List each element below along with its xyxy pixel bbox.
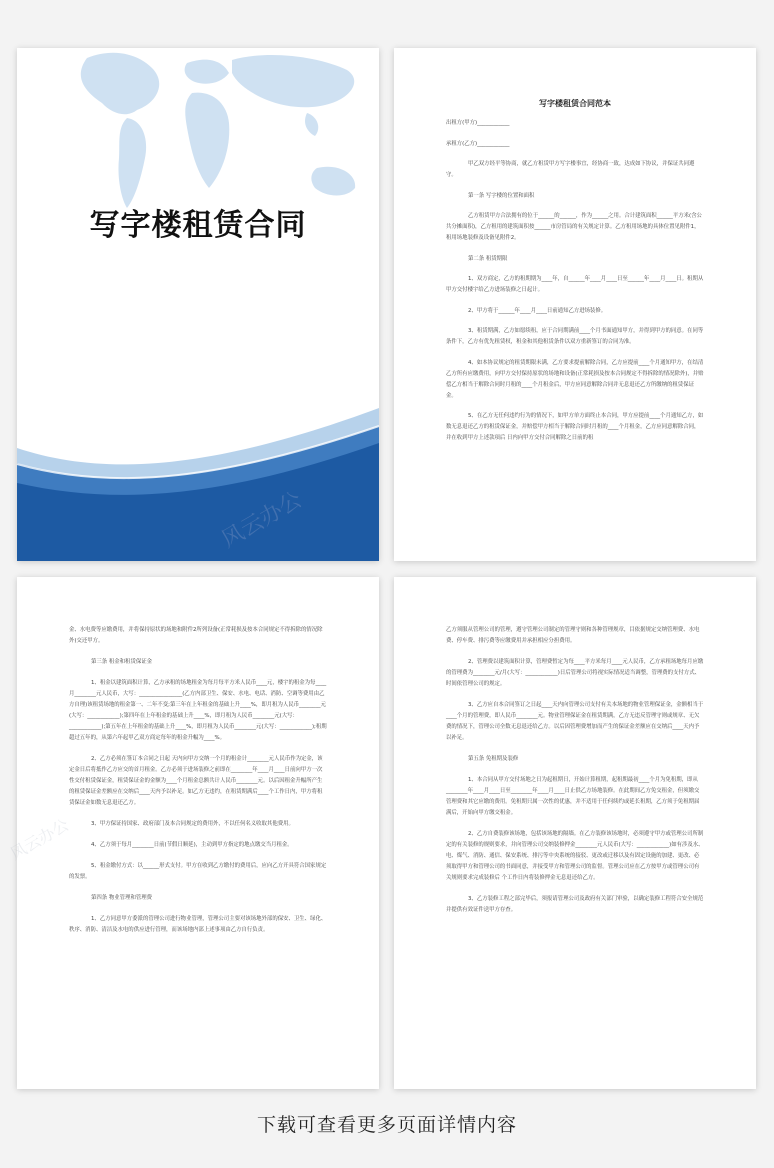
document-page-4 (394, 577, 756, 1089)
page-2-body (446, 98, 704, 454)
paragraph: 金、水电费等应缴费用，并将保持原状的场地和附件2所列设备(正常耗损及按本合同规定不得拆除的情况除外)交还甲方。 (69, 627, 323, 644)
paragraph: 1、乙方同意甲方委派的管理公司进行物业管理，管理公司主要对该场地外部的保安、卫生、绿化、秩序、消防、清洁及水电的供应进行管理，而该场地内部上述事项由乙方自行负责。 (69, 916, 327, 933)
paragraph: 2、乙方自费装修该场地，包括该场地的隔墙。在乙方装修该场地时，必须遵守甲方或管理公司所制定的有关装修的规则要求，并向管理公司交纳装修押金________元人民币(大写：____________)如有涉及水、电、煤气、消防、通信、保安系统、排污等中央系统的接驳、更改或迁移以及有固定设施的加建、更改、必须取得甲方和管理公司的书面同意，并接受甲方和管理公司的监督。管理公司应在乙方按甲方或管理公司有关规则要求完成装修后 个工作日内将装修押金无息退还给乙方。 (446, 831, 704, 881)
section-heading: 第四条 物业管理和管理费 (91, 895, 153, 901)
document-title: 写字楼租赁合同范本 (539, 99, 611, 108)
paragraph: 承租方(乙方)____________ (446, 140, 510, 147)
document-page-2 (394, 48, 756, 561)
section-heading: 第一条 写字楼的位置和面积 (468, 192, 535, 199)
paragraph: 乙方租赁甲方合法拥有的位于______的______，作为______之用。合计建筑面积______平方米(含公共分摊面积)，乙方租用的建筑面积按______市房管局的有关规定计算。乙方租用场地的具体位置见附件1，租用场地装修及设备见附件2。 (446, 213, 702, 241)
paragraph: 5、在乙方无任何违约行为的情况下，如甲方单方面终止本合同，甲方应提前____个月通知乙方，如数无息退还乙方的租赁保证金，并赔偿甲方相当于解除合同时月租的____个月租金，乙方应同意解除合同，并在收到甲方上述款项后 日内向甲方交付合同解除之日前的租 (446, 413, 704, 441)
paragraph: 4、乙方须于每月________日前(节假日顺延)，主动到甲方指定的地点缴交当月租金。 (91, 842, 293, 848)
paragraph: 甲乙双方经平等协商，就乙方租赁甲方写字楼事宜，经协商一致，达成如下协议，并保证共同遵守。 (446, 161, 695, 178)
paragraph: 2、管理费以建筑面积计算，管理费暂定为每____平方米每月____元人民币，乙方承租场地每月应缴的管理费为________元/月(大写：____________)日后管理公司将视实际情况适当调整，管理费的支付方式、时间依管理公司的规定。 (446, 659, 704, 687)
paragraph: 1、双方商定，乙方的租期期为____年，自______年____月____日至______年____月____日。租期从甲方交付楼宇给乙方进场装修之日起计。 (446, 276, 704, 293)
paragraph: 3、甲方保证持国家、政府部门及本合同规定的费用外，不以任何名义收取其他费用。 (91, 821, 294, 827)
blue-wave-graphic (17, 408, 379, 561)
paragraph: 乙方须服从管理公司的管理，遵守管理公司制定的管理守则和各种管理规章，目依据规定交纳管理费、水电费、停车费、排污费等应缴费用并承担相应分担费用。 (446, 627, 700, 644)
paragraph: 1、租金以建筑面积计算，乙方承租的场地租金为每月每平方米人民币____元，楼宇的租金为每____月________元人民币，大写：________________(乙方内部卫生、保安、水电、电话、消防、空调等费用由乙方自理)该租赁场地的租金第一、二年不变;第三年在上年租金的基础上升____%，即月租为人民币________元(大写：____________);第四年在上年租金的基础上升____%，即月租为人民币________元(大写：____________);第五年在上年租金的基础上升____%，即月租为人民币________元(大写：____________);租期超过五年的，从第六年起甲乙双方商定每年的租金升幅为____%。 (69, 680, 327, 741)
paragraph: 3、租赁期满，乙方如愿续租，应于合同期满前____个月书面通知甲方，并得到甲方的同意。在同等条件下，乙方有优先租赁权，租金和其他租赁条件以双方重新签订的合同为准。 (446, 328, 704, 345)
section-heading: 第二条 租赁期限 (468, 255, 508, 262)
cover-title: 写字楼租赁合同 (89, 208, 307, 243)
paragraph: 2、甲方将于______年____月____日前通知乙方进场装修。 (468, 307, 607, 314)
watermark: 风云办公 (7, 815, 72, 864)
paragraph: 5、租金缴付方式：以______形式支付。甲方在收到乙方缴付的费用后，应向乙方开具符合国家规定的发票。 (69, 863, 327, 880)
world-map-graphic (17, 48, 379, 348)
paragraph: 4、如本协议规定的租赁期限未满，乙方要求提前解除合同，乙方应提前____个月通知甲方，在结清乙方所有应缴费用，向甲方交付保持原状的场地和设备(正常耗损及按本合同规定不得拆除的情况除外)，并赔偿乙方相当于解除合同时月租的____个月租金后，甲方应同意解除合同并无息退还乙方所缴纳的租赁保证金。 (446, 359, 704, 399)
document-page-3 (7, 577, 379, 1089)
paragraph: 1、本合同从甲方交付场地之日为起租期日，开始计算租期，起租期最初____个月为免租期，即从________年____月____日至________年____月____日止供乙方场地装修。在此期间乙方免交租金，但须缴交管理费和其它应缴的费用。免租期只属一次性的优惠，并不适用于任何续约或延长租期，乙方须于免租期届满后，开始向甲方缴交租金。 (446, 777, 700, 816)
page-4-body (446, 625, 704, 926)
section-heading: 第三条 租金和租赁保证金 (91, 659, 153, 665)
paragraph: 2、乙方必须在签订本合同之日起 天内向甲方交纳一个月的租金计________元人民币作为定金，该定金日后将抵作乙方应交的首月租金。乙方必须于进场装修之前即在________年____月____日前向甲方一次性交付租赁保证金，租赁保证金的金额为____个月租金总额共计人民币________元。以后因租金升幅所产生的租赁保证金差额应在交纳后____天内予以补足。如乙方无违约，在租赁期满后____个工作日内，甲方将租赁保证金如数无息退还乙方。 (69, 756, 323, 806)
watermark: 风云办公 (217, 487, 307, 554)
page-3-body (69, 625, 327, 946)
paragraph: 3、乙方应自本合同签订之日起____天内向管理公司支付有关本场地的物业管理保证金，金额相当于____个月的管理费，即人民币________元。物业管理保证金在租赁期满，乙方无违反管理守则或规章、无欠费的情况下，管理公司全数无息退还给乙方。以后因管理费增加而产生的保证金差额应在交纳后____天内予以补足。 (446, 702, 704, 741)
section-heading: 第五条 免租期及装修 (468, 756, 519, 762)
paragraph: 3、乙方装修工程之部完毕后，须报请管理公司及政府有关部门审验，以确定装修工程符合安全规范并提供有效证件送甲方存查。 (446, 896, 704, 913)
paragraph: 出租方(甲方)____________ (446, 120, 510, 126)
cover-page (17, 48, 379, 561)
download-prompt-text[interactable]: 下载可查看更多页面详情内容 (256, 1114, 517, 1136)
